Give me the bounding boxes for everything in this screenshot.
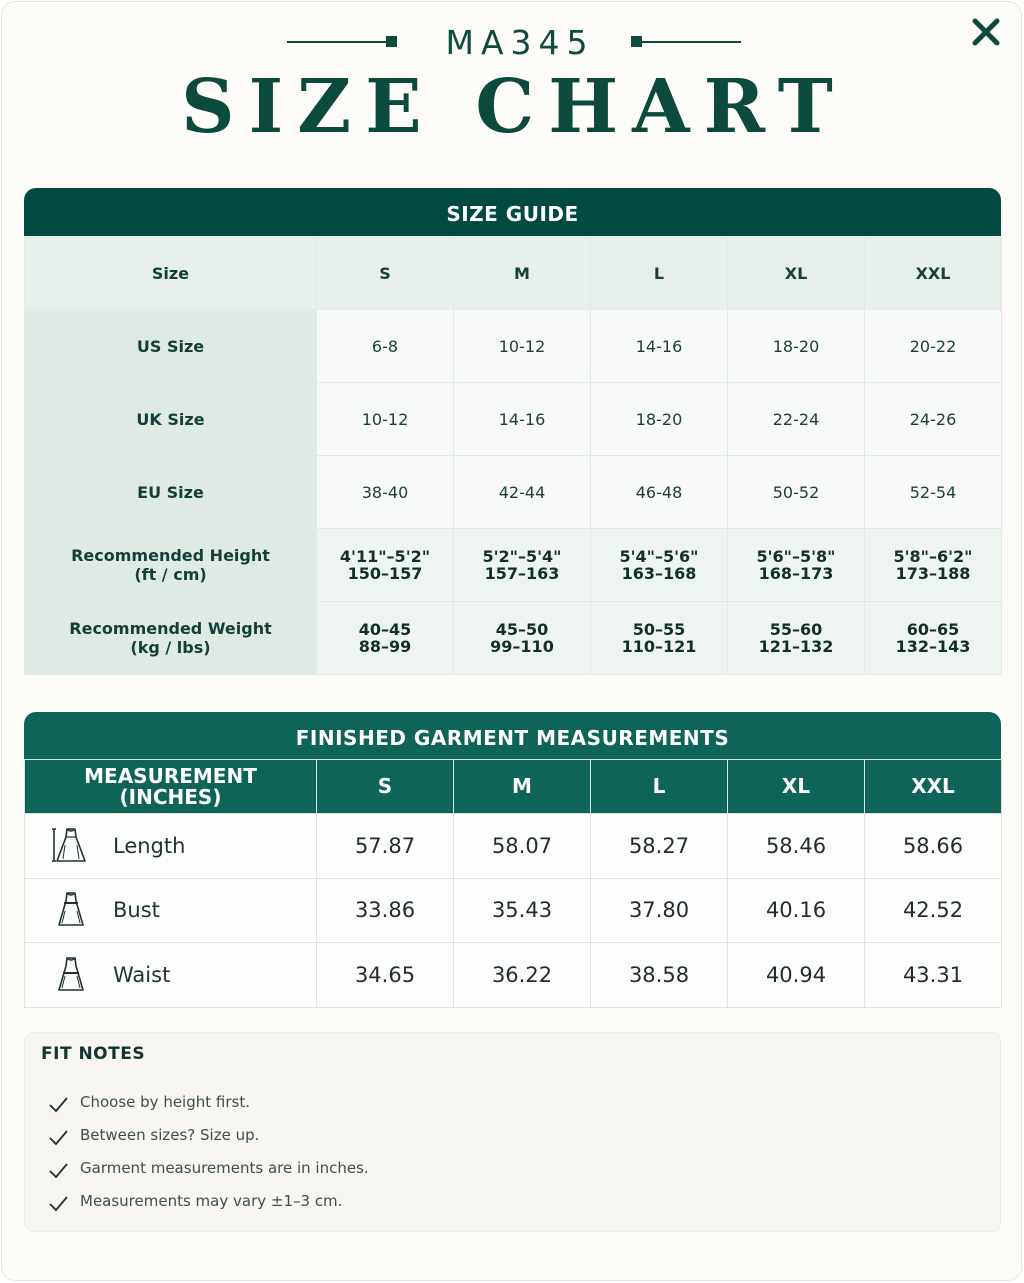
check-icon — [47, 1096, 69, 1114]
table-cell: 46-48 — [591, 456, 728, 529]
table-cell: 38.58 — [591, 943, 728, 1008]
table-cell: 58.66 — [865, 814, 1002, 879]
garment-measurements-header: FINISHED GARMENT MEASUREMENTS — [24, 712, 1001, 760]
column-header-xxl: XXL — [865, 760, 1002, 814]
fit-notes-title: FIT NOTES — [41, 1044, 146, 1064]
table-row-length — [25, 814, 1002, 879]
decorative-line-right — [635, 41, 741, 43]
table-row-waist — [25, 943, 1002, 1008]
column-header-l: L — [591, 760, 728, 814]
column-header-s: S — [317, 237, 454, 310]
size-guide-header: SIZE GUIDE — [24, 188, 1001, 236]
row-label: US Size — [25, 310, 317, 383]
product-code-row — [2, 22, 1024, 62]
table-cell: 58.46 — [728, 814, 865, 879]
list-item: Measurements may vary ±1–3 cm. — [47, 1184, 369, 1217]
table-cell: 43.31 — [865, 943, 1002, 1008]
measurement-label: Length — [113, 833, 186, 858]
dress-waist-icon — [51, 954, 91, 996]
fit-notes-list — [47, 1085, 369, 1217]
row-label — [25, 814, 317, 879]
row-label — [25, 602, 317, 675]
table-row-recommended-height — [25, 529, 1002, 602]
garment-measurements-table — [24, 759, 1002, 1008]
table-cell: 18-20 — [591, 383, 728, 456]
table-cell: 58.27 — [591, 814, 728, 879]
table-cell: 52-54 — [865, 456, 1002, 529]
table-cell: 4'11"–5'2" 150–157 — [317, 529, 454, 602]
check-icon — [47, 1129, 69, 1147]
table-cell: 35.43 — [454, 878, 591, 943]
table-cell: 42-44 — [454, 456, 591, 529]
decorative-line-left — [287, 41, 393, 43]
row-label: UK Size — [25, 383, 317, 456]
table-cell: 58.07 — [454, 814, 591, 879]
table-cell: 18-20 — [728, 310, 865, 383]
column-header-size: Size — [25, 237, 317, 310]
table-cell: 40.94 — [728, 943, 865, 1008]
dress-length-icon — [51, 825, 91, 867]
table-row-bust — [25, 878, 1002, 943]
table-row-us-size — [25, 310, 1002, 383]
table-row-eu-size — [25, 456, 1002, 529]
table-cell: 38-40 — [317, 456, 454, 529]
table-cell: 60–65 132–143 — [865, 602, 1002, 675]
table-cell: 22-24 — [728, 383, 865, 456]
column-header-xl: XL — [728, 237, 865, 310]
table-cell: 55–60 121–132 — [728, 602, 865, 675]
page-title: SIZE CHART — [181, 64, 847, 150]
list-item: Choose by height first. — [47, 1085, 369, 1118]
column-header-m: M — [454, 760, 591, 814]
garment-header-row — [25, 760, 1002, 814]
column-header-s: S — [317, 760, 454, 814]
table-cell: 10-12 — [454, 310, 591, 383]
table-cell: 24-26 — [865, 383, 1002, 456]
row-label-main: Recommended Height — [71, 546, 270, 565]
column-header-xxl: XXL — [865, 237, 1002, 310]
column-header-measurement: MEASUREMENT (INCHES) — [25, 760, 317, 814]
table-cell: 5'8"–6'2" 173–188 — [865, 529, 1002, 602]
row-label-main: Recommended Weight — [69, 619, 272, 638]
table-cell: 33.86 — [317, 878, 454, 943]
row-label — [25, 943, 317, 1008]
table-cell: 14-16 — [454, 383, 591, 456]
table-cell: 5'2"–5'4" 157–163 — [454, 529, 591, 602]
row-label-unit: (ft / cm) — [134, 565, 207, 584]
size-guide-header-row — [25, 237, 1002, 310]
table-cell: 34.65 — [317, 943, 454, 1008]
list-item: Between sizes? Size up. — [47, 1118, 369, 1151]
table-cell: 40.16 — [728, 878, 865, 943]
table-cell: 5'6"–5'8" 168–173 — [728, 529, 865, 602]
column-header-l: L — [591, 237, 728, 310]
table-cell: 6-8 — [317, 310, 454, 383]
fit-notes-panel — [24, 1032, 1001, 1232]
table-cell: 42.52 — [865, 878, 1002, 943]
list-item: Garment measurements are in inches. — [47, 1151, 369, 1184]
table-cell: 14-16 — [591, 310, 728, 383]
table-cell: 50–55 110–121 — [591, 602, 728, 675]
row-label — [25, 878, 317, 943]
product-code: MA345 — [445, 22, 595, 62]
table-row-recommended-weight — [25, 602, 1002, 675]
table-cell: 10-12 — [317, 383, 454, 456]
row-label — [25, 529, 317, 602]
check-icon — [47, 1195, 69, 1213]
dress-bust-icon — [51, 889, 91, 931]
measurement-label: Waist — [113, 962, 171, 987]
row-label-unit: (kg / lbs) — [130, 638, 211, 657]
column-header-m: M — [454, 237, 591, 310]
size-guide-table — [24, 236, 1002, 675]
table-cell: 45–50 99–110 — [454, 602, 591, 675]
table-cell: 50-52 — [728, 456, 865, 529]
table-cell: 57.87 — [317, 814, 454, 879]
measurement-label: Bust — [113, 898, 160, 923]
check-icon — [47, 1162, 69, 1180]
column-header-xl: XL — [728, 760, 865, 814]
table-cell: 37.80 — [591, 878, 728, 943]
table-cell: 40–45 88–99 — [317, 602, 454, 675]
table-row-uk-size — [25, 383, 1002, 456]
table-cell: 36.22 — [454, 943, 591, 1008]
table-cell: 20-22 — [865, 310, 1002, 383]
row-label: EU Size — [25, 456, 317, 529]
table-cell: 5'4"–5'6" 163–168 — [591, 529, 728, 602]
